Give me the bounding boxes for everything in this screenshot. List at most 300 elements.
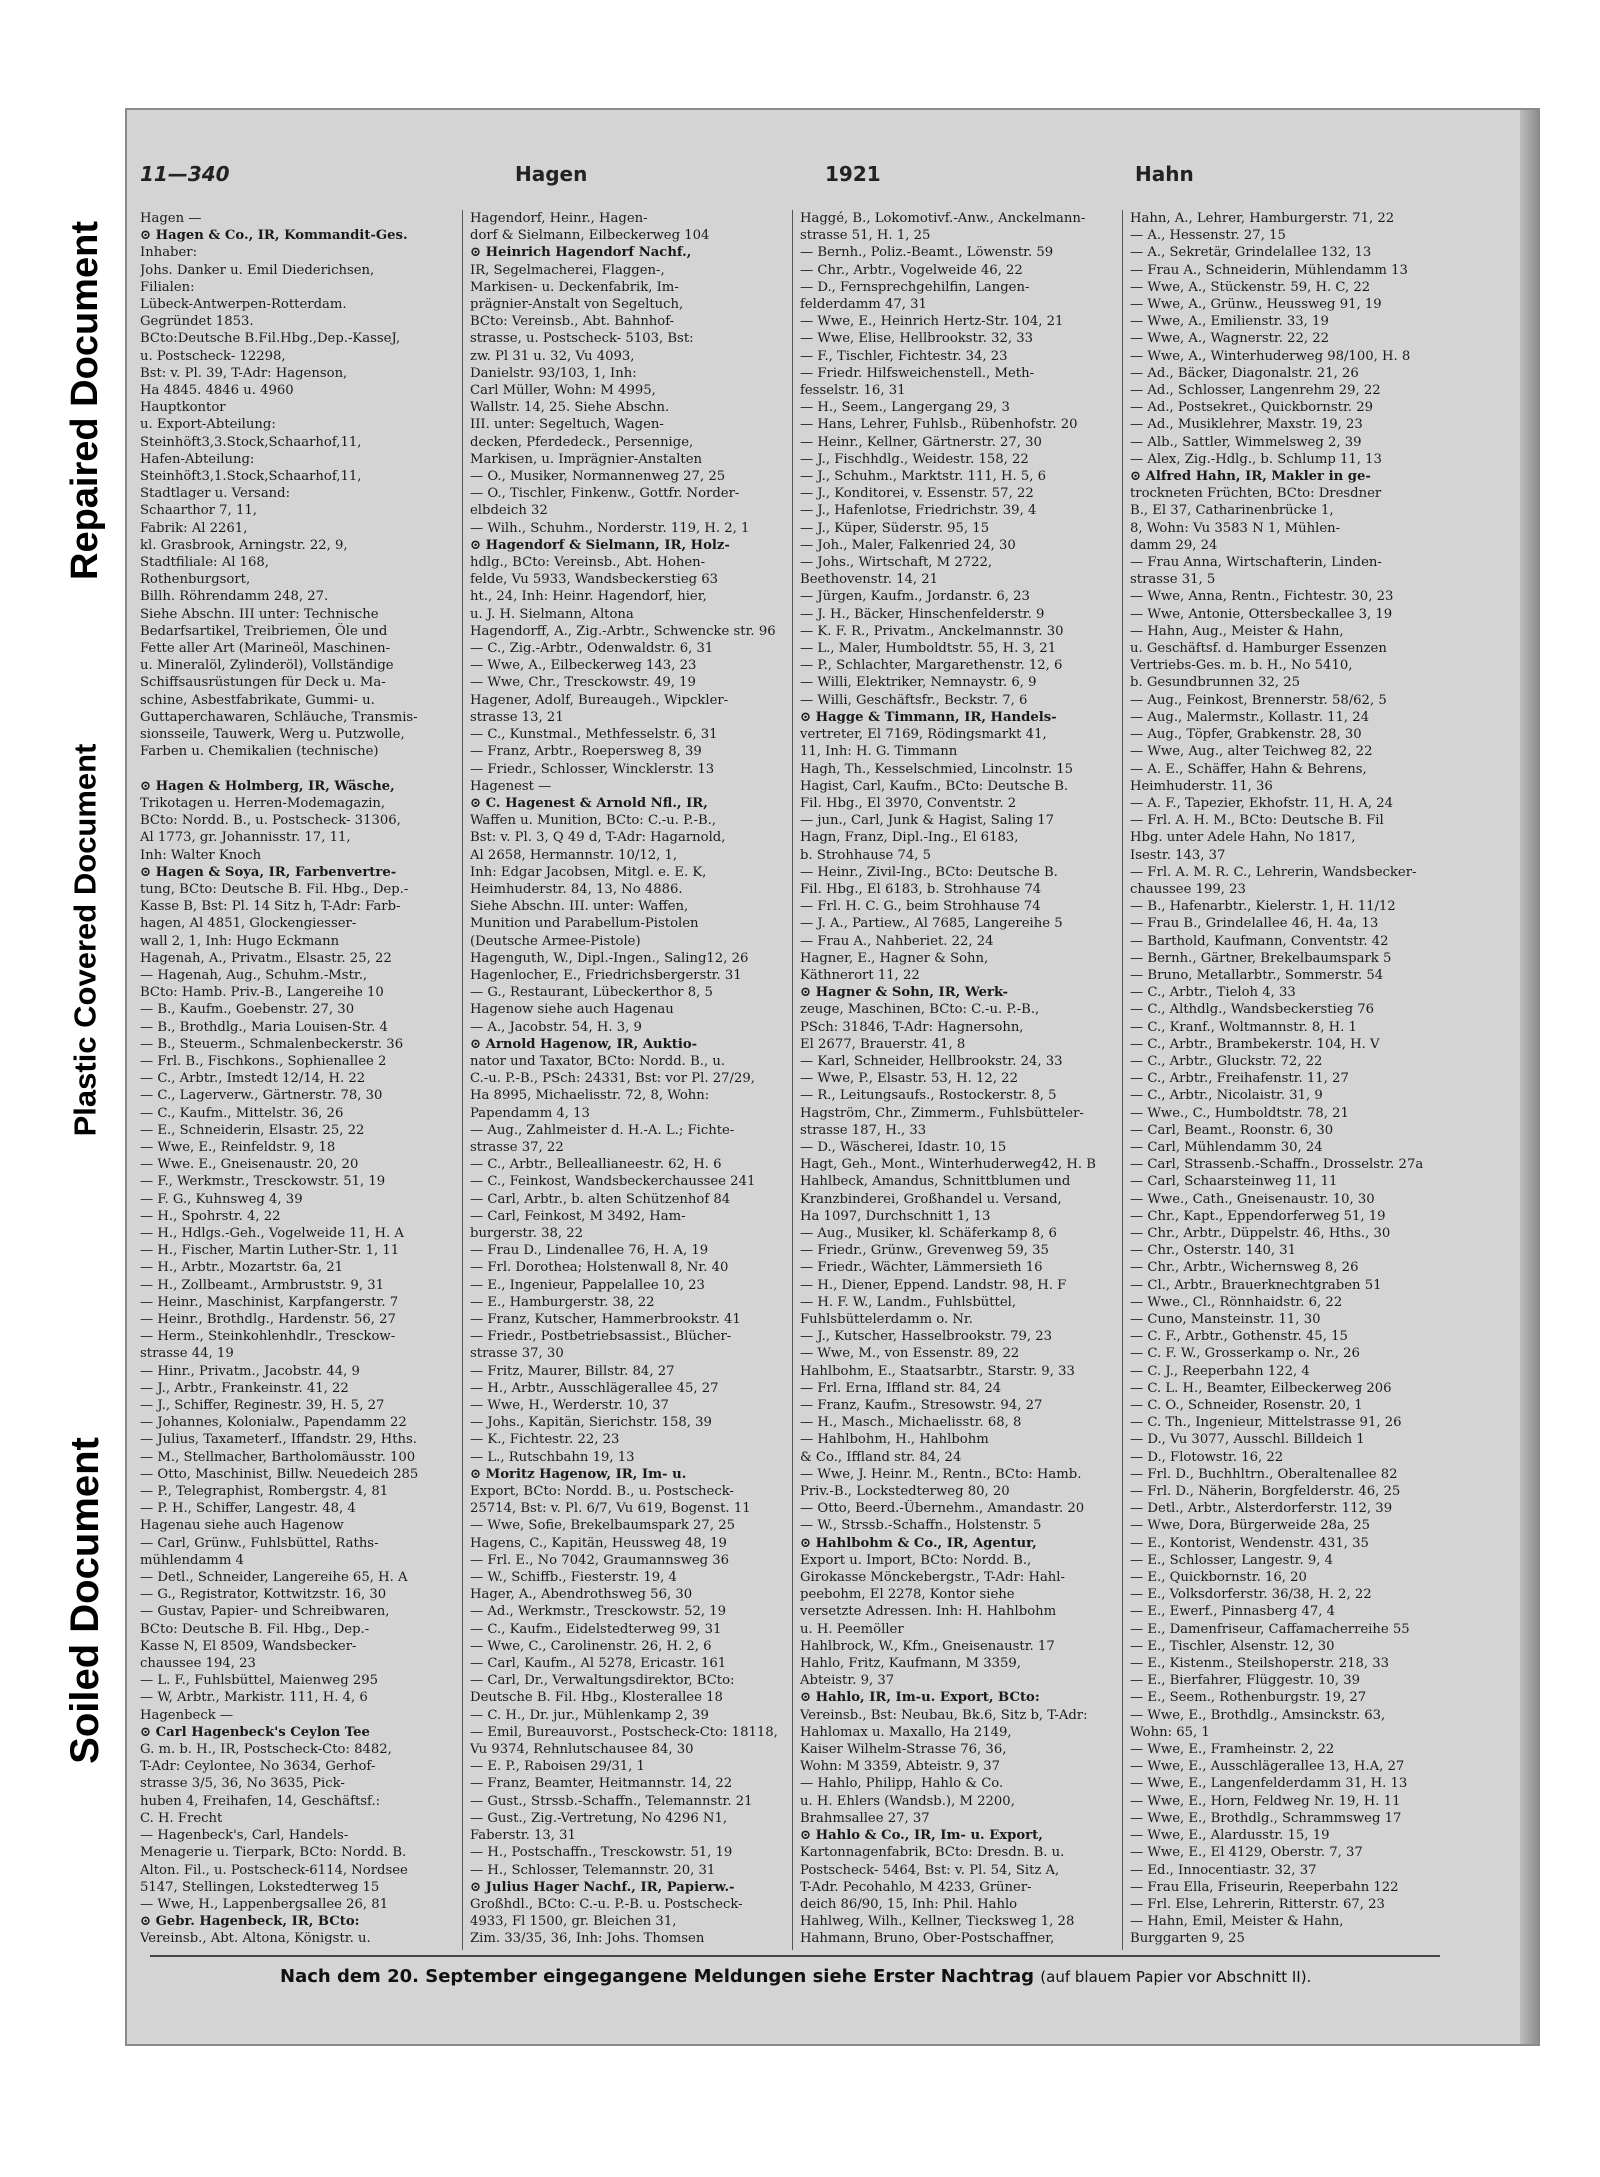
directory-entry: — E., Tischler, Alsenstr. 12, 30: [1130, 1638, 1335, 1654]
directory-entry: — Hahn, Aug., Meister & Hahn,: [1130, 623, 1344, 639]
directory-entry: — L., Rutschbahn 19, 13: [470, 1449, 635, 1465]
directory-entry: — Wwe. E., Gneisenaustr. 20, 20: [140, 1157, 359, 1173]
directory-entry: — C. Th., Ingenieur, Mittelstrasse 91, 26: [1130, 1415, 1402, 1431]
directory-entry: Kaiser Wilhelm-Strasse 76, 36,: [800, 1742, 1007, 1758]
directory-entry: — A., Hessenstr. 27, 15: [1130, 228, 1286, 244]
directory-entry: — Willi, Geschäftsfr., Beckstr. 7, 6: [800, 692, 1028, 708]
directory-entry: — Jürgen, Kaufm., Jordanstr. 6, 23: [800, 589, 1030, 605]
directory-entry: Billh. Röhrendamm 248, 27.: [140, 589, 329, 605]
directory-entry: ⊙ Gebr. Hagenbeck, IR, BCto:: [140, 1914, 360, 1930]
directory-entry: — Friedr., Wächter, Lämmersieth 16: [800, 1260, 1043, 1276]
directory-entry: Hahlbeck, Amandus, Schnittblumen und: [800, 1174, 1071, 1190]
directory-entry: — M., Stellmacher, Bartholomäusstr. 100: [140, 1449, 416, 1465]
directory-entry: Hahlomax u. Maxallo, Ha 2149,: [800, 1724, 1012, 1740]
directory-entry: Hagens, C., Kapitän, Heussweg 48, 19: [470, 1535, 727, 1551]
directory-entry: Hahlo, Fritz, Kaufmann, M 3359,: [800, 1656, 1021, 1672]
directory-entry: nator und Taxator, BCto: Nordd. B., u.: [470, 1053, 726, 1069]
directory-entry: burgerstr. 38, 22: [470, 1225, 584, 1241]
directory-entry: — Carl, Beamt., Roonstr. 6, 30: [1130, 1122, 1334, 1138]
directory-entry: Vereinsb., Abt. Altona, Königstr. u.: [140, 1931, 371, 1947]
directory-entry: — Frau A., Schneiderin, Mühlendamm 13: [1130, 262, 1408, 278]
directory-entry: — Heinr., Kellner, Gärtnerstr. 27, 30: [800, 434, 1042, 450]
directory-entry: — Wwe, E., Brothdlg., Amsinckstr. 63,: [1130, 1707, 1386, 1723]
directory-entry: Kasse B, Bst: Pl. 14 Sitz h, T-Adr: Farb-: [140, 899, 401, 915]
directory-entry: Isestr. 143, 37: [1130, 847, 1226, 863]
directory-entry: fesselstr. 16, 31: [800, 383, 906, 399]
directory-entry: — J. A., Partiew., Al 7685, Langereihe 5: [800, 916, 1063, 932]
directory-entry: — G., Registrator, Kottwitzstr. 16, 30: [140, 1587, 387, 1603]
directory-entry: — E., Seem., Rothenburgstr. 19, 27: [1130, 1690, 1367, 1706]
directory-entry: — H., Arbtr., Ausschlägerallee 45, 27: [470, 1380, 719, 1396]
directory-entry: BCto: Nordd. B., u. Postscheck- 31306,: [140, 813, 401, 829]
directory-entry: — A., Sekretär, Grindelallee 132, 13: [1130, 245, 1372, 261]
directory-entry: — Julius, Taxameterf., Iffandstr. 29, Hths.: [140, 1432, 417, 1448]
directory-entry: — Bernh., Poliz.-Beamt., Löwenstr. 59: [800, 245, 1054, 261]
directory-entry: C. H. Frecht: [140, 1810, 223, 1826]
directory-entry: — Carl, Schaarsteinweg 11, 11: [1130, 1174, 1338, 1190]
directory-entry: Lübeck-Antwerpen-Rotterdam.: [140, 297, 347, 313]
directory-entry: Stadtlager u. Versand:: [140, 486, 291, 502]
directory-entry: ⊙ Hagner & Sohn, IR, Werk-: [800, 985, 1009, 1001]
directory-entry: Zim. 33/35, 36, Inh: Johs. Thomsen: [470, 1931, 705, 1947]
directory-entry: strasse 44, 19: [140, 1346, 234, 1362]
directory-entry: — C., Zig.-Arbtr., Odenwaldstr. 6, 31: [470, 641, 714, 657]
column-3: [800, 210, 1115, 1950]
directory-entry: — Frl. D., Näherin, Borgfelderstr. 46, 25: [1130, 1484, 1401, 1500]
column-divider: [1122, 210, 1123, 1950]
directory-entry: — H. F. W., Landm., Fuhlsbüttel,: [800, 1294, 1017, 1310]
directory-entry: ⊙ Hagge & Timmann, IR, Handels-: [800, 709, 1057, 725]
footer-rule: [150, 1955, 1440, 1957]
directory-entry: — J., Küper, Süderstr. 95, 15: [800, 520, 990, 536]
directory-entry: Bst: v. Pl. 3, Q 49 d, T-Adr: Hagarnold,: [470, 830, 726, 846]
directory-entry: peebohm, El 2278, Kontor siehe: [800, 1587, 1015, 1603]
directory-entry: — Wwe, Aug., alter Teichweg 82, 22: [1130, 744, 1373, 760]
directory-entry: — C., Arbtr., Belleallianeestr. 62, H. 6: [470, 1157, 722, 1173]
directory-entry: — Detl., Arbtr., Alsterdorferstr. 112, 39: [1130, 1501, 1393, 1517]
directory-entry: Hagenguth, W., Dipl.-Ingen., Saling12, 26: [470, 950, 749, 966]
directory-entry: Steinhöft3,3.Stock,Schaarhof,11,: [140, 434, 362, 450]
directory-entry: — Wwe, Sofie, Brekelbaumspark 27, 25: [470, 1518, 735, 1534]
directory-entry: dorf & Sielmann, Eilbeckerweg 104: [470, 228, 710, 244]
directory-entry: Filialen:: [140, 279, 195, 295]
directory-columns: [140, 210, 1450, 1950]
directory-entry: — Carl, Mühlendamm 30, 24: [1130, 1139, 1323, 1155]
directory-entry: Hagener, Adolf, Bureaugeh., Wipckler-: [470, 692, 729, 708]
directory-entry: — G., Restaurant, Lübeckerthor 8, 5: [470, 985, 713, 1001]
directory-entry: — P. H., Schiffer, Langestr. 48, 4: [140, 1501, 356, 1517]
directory-entry: — Wwe, Elise, Hellbrookstr. 32, 33: [800, 331, 1034, 347]
directory-entry: (Deutsche Armee-Pistole): [470, 933, 641, 949]
directory-entry: IR, Segelmacherei, Flaggen-,: [470, 262, 665, 278]
directory-entry: Burggarten 9, 25: [1130, 1931, 1245, 1947]
footer-note-normal: (auf blauem Papier vor Abschnitt II).: [1040, 1968, 1312, 1986]
directory-entry: — C., Arbtr., Brambekerstr. 104, H. V: [1130, 1036, 1380, 1052]
directory-entry: [1130, 1948, 1445, 1950]
directory-entry: — Frau D., Lindenallee 76, H. A, 19: [470, 1243, 709, 1259]
directory-entry: — Frl. A. H. M., BCto: Deutsche B. Fil: [1130, 813, 1384, 829]
directory-entry: — Franz, Kaufm., Stresowstr. 94, 27: [800, 1398, 1043, 1414]
directory-entry: tung, BCto: Deutsche B. Fil. Hbg., Dep.-: [140, 881, 409, 897]
page-number: 11—340: [140, 162, 230, 186]
column-divider: [792, 210, 793, 1950]
directory-entry: — Wwe, E., Horn, Feldweg Nr. 19, H. 11: [1130, 1793, 1401, 1809]
directory-entry: strasse 31, 5: [1130, 572, 1216, 588]
directory-entry: — Franz, Arbtr., Roepersweg 8, 39: [470, 744, 702, 760]
directory-entry: Munition und Parabellum-Pistolen: [470, 916, 699, 932]
directory-entry: — Wwe, A., Emilienstr. 33, 19: [1130, 314, 1329, 330]
directory-entry: — C. F., Arbtr., Gothenstr. 45, 15: [1130, 1329, 1348, 1345]
directory-entry: — E., Schlosser, Langestr. 9, 4: [1130, 1552, 1334, 1568]
directory-entry: vertreter, El 7169, Rödingsmarkt 41,: [800, 727, 1047, 743]
page-header: [140, 158, 1450, 194]
directory-entry: ⊙ Julius Hager Nachf., IR, Papierw.-: [470, 1879, 735, 1895]
directory-entry: — Frl. Else, Lehrerin, Ritterstr. 67, 23: [1130, 1896, 1385, 1912]
directory-entry: — B., Hafenarbtr., Kielerstr. 1, H. 11/12: [1130, 899, 1396, 915]
directory-entry: — H., Arbtr., Mozartstr. 6a, 21: [140, 1260, 344, 1276]
directory-entry: — Franz, Kutscher, Hammerbrookstr. 41: [470, 1312, 741, 1327]
directory-entry: huben 4, Freihafen, 14, Geschäftsf.:: [140, 1793, 381, 1809]
directory-entry: Papendamm 4, 13: [470, 1105, 590, 1121]
directory-entry: Wallstr. 14, 25. Siehe Abschn.: [470, 400, 670, 416]
directory-entry: — C., Kaufm., Mittelstr. 36, 26: [140, 1105, 344, 1121]
directory-entry: Markisen, u. Imprägnier-Anstalten: [470, 451, 703, 467]
directory-entry: Fuhlsbüttelerdamm o. Nr.: [800, 1312, 973, 1327]
directory-entry: — Joh., Maler, Falkenried 24, 30: [800, 537, 1016, 553]
directory-entry: u. J. H. Sielmann, Altona: [470, 606, 634, 622]
directory-entry: El 2677, Brauerstr. 41, 8: [800, 1036, 966, 1052]
directory-entry: ⊙ Hahlo & Co., IR, Im- u. Export,: [800, 1828, 1043, 1844]
directory-entry: 25714, Bst: v. Pl. 6/7, Vu 619, Bogenst. 11: [470, 1501, 751, 1517]
directory-entry: — Aug., Töpfer, Grabkenstr. 28, 30: [1130, 727, 1362, 743]
directory-entry: b. Gesundbrunnen 32, 25: [1130, 675, 1301, 691]
directory-entry: — Emil, Bureauvorst., Postscheck-Cto: 18118,: [470, 1724, 778, 1740]
directory-entry: Hagenbeck —: [140, 1707, 234, 1723]
directory-entry: Schiffsausrüstungen für Deck u. Ma-: [140, 675, 386, 691]
directory-entry: trockneten Früchten, BCto: Dresdner: [1130, 486, 1382, 502]
directory-entry: — R., Leitungsaufs., Rostockerstr. 8, 5: [800, 1088, 1057, 1104]
directory-entry: Hagendorff, A., Zig.-Arbtr., Schwencke str. 96: [470, 623, 776, 639]
directory-entry: — Ad., Bäcker, Diagonalstr. 21, 26: [1130, 365, 1359, 381]
directory-entry: Siehe Abschn. III. unter: Waffen,: [470, 899, 689, 915]
directory-entry: Hager, A., Abendrothsweg 56, 30: [470, 1587, 693, 1603]
directory-entry: ⊙ Arnold Hagenow, IR, Auktio-: [470, 1036, 698, 1052]
directory-entry: strasse 37, 22: [470, 1139, 564, 1155]
directory-entry: zeuge, Maschinen, BCto: C.-u. P.-B.,: [800, 1002, 1040, 1018]
directory-entry: u. Geschäftsf. d. Hamburger Essenzen: [1130, 641, 1387, 657]
directory-entry: — C., Feinkost, Wandsbeckerchaussee 241: [470, 1174, 756, 1190]
side-label-soiled: Soiled Document: [55, 1210, 115, 1990]
directory-entry: T-Adr. Pecohahlo, M 4233, Grüner-: [800, 1879, 1032, 1895]
directory-entry: kl. Grasbrook, Arningstr. 22, 9,: [140, 537, 348, 553]
directory-entry: Hahn, A., Lehrer, Hamburgerstr. 71, 22: [1130, 211, 1395, 226]
directory-entry: — Ad., Postsekret., Quickbornstr. 29: [1130, 400, 1373, 416]
directory-entry: — Wwe, E., Alardusstr. 15, 19: [1130, 1828, 1330, 1844]
side-label-strip: [0, 0, 120, 2177]
directory-entry: ⊙ Hahlo, IR, Im-u. Export, BCto:: [800, 1690, 1040, 1706]
directory-entry: decken, Pferdedeck., Persennige,: [470, 434, 694, 450]
directory-entry: — Alex, Zig.-Hdlg., b. Schlump 11, 13: [1130, 451, 1382, 467]
directory-entry: strasse, u. Postscheck- 5103, Bst:: [470, 331, 694, 347]
directory-entry: u. Export-Abteilung:: [140, 417, 276, 433]
directory-entry: sionsseile, Tauwerk, Werg u. Putzwolle,: [140, 727, 405, 743]
directory-entry: — Hinr., Privatm., Jacobstr. 44, 9: [140, 1363, 360, 1379]
directory-entry: — J., Hafenlotse, Friedrichstr. 39, 4: [800, 503, 1037, 519]
directory-entry: — C., Arbtr., Imstedt 12/14, H. 22: [140, 1071, 366, 1087]
directory-entry: u. H. Peemöller: [800, 1621, 904, 1637]
directory-entry: — C., Kranf., Woltmannstr. 8, H. 1: [1130, 1019, 1357, 1035]
directory-entry: Abteistr. 9, 37: [800, 1673, 895, 1689]
directory-entry: Brahmsallee 27, 37: [800, 1810, 930, 1826]
directory-entry: — C., Kaufm., Eidelstedterweg 99, 31: [470, 1621, 722, 1637]
directory-entry: Hagendorf, Heinr., Hagen-: [470, 211, 648, 226]
directory-entry: hdlg., BCto: Vereinsb., Abt. Hohen-: [470, 555, 706, 571]
directory-entry: Gegründet 1853.: [140, 314, 254, 330]
directory-entry: zw. Pl 31 u. 32, Vu 4093,: [470, 348, 635, 364]
directory-entry: Käthnerort 11, 22: [800, 967, 920, 983]
directory-entry: — W., Schiffb., Fiesterstr. 19, 4: [470, 1570, 677, 1586]
directory-entry: b. Strohhause 74, 5: [800, 847, 932, 863]
directory-entry: — C. L. H., Beamter, Eilbeckerweg 206: [1130, 1380, 1392, 1396]
directory-entry: Postscheck- 5464, Bst: v. Pl. 54, Sitz A,: [800, 1862, 1060, 1878]
directory-entry: — E., Ewerf., Pinnasberg 47, 4: [1130, 1604, 1336, 1620]
directory-entry: G. m. b. H., IR, Postscheck-Cto: 8482,: [140, 1742, 392, 1758]
directory-entry: — E. P., Raboisen 29/31, 1: [470, 1759, 645, 1775]
directory-entry: Inh: Edgar Jacobsen, Mitgl. e. E. K,: [470, 864, 707, 880]
directory-entry: — E., Volksdorferstr. 36/38, H. 2, 22: [1130, 1587, 1372, 1603]
directory-entry: Hagenow siehe auch Hagenau: [470, 1002, 674, 1018]
directory-entry: — J., Arbtr., Frankeinstr. 41, 22: [140, 1380, 349, 1396]
directory-entry: Ha 4845. 4846 u. 4960: [140, 383, 294, 399]
directory-entry: — Chr., Arbtr., Vogelweide 46, 22: [800, 262, 1023, 278]
directory-entry: — Frl. D., Buchhltrn., Oberaltenallee 82: [1130, 1466, 1398, 1482]
directory-entry: — C., Lagerverw., Gärtnerstr. 78, 30: [140, 1088, 383, 1104]
directory-entry: Heimhuderstr. 84, 13, No 4886.: [470, 881, 683, 897]
directory-entry: — E., Quickbornstr. 16, 20: [1130, 1570, 1307, 1586]
directory-entry: ⊙ Heinrich Hagendorf Nachf.,: [470, 245, 692, 261]
directory-entry: 8, Wohn: Vu 3583 N 1, Mühlen-: [1130, 520, 1341, 536]
footer-note: [280, 1966, 1480, 1987]
directory-entry: — F., Werkmstr., Tresckowstr. 51, 19: [140, 1174, 386, 1190]
directory-entry: hagen, Al 4851, Glockengiesser-: [140, 916, 357, 932]
column-1: [140, 210, 455, 1950]
directory-entry: ⊙ Moritz Hagenow, IR, Im- u.: [470, 1466, 687, 1482]
directory-entry: strasse 51, H. 1, 25: [800, 228, 931, 244]
directory-entry: Kartonnagenfabrik, BCto: Dresdn. B. u.: [800, 1845, 1065, 1861]
directory-entry: — Hagenbeck's, Carl, Handels-: [140, 1828, 349, 1844]
directory-entry: Faberstr. 13, 31: [470, 1828, 576, 1844]
directory-entry: elbdeich 32: [470, 503, 548, 519]
directory-entry: Menagerie u. Tierpark, BCto: Nordd. B.: [140, 1845, 407, 1861]
directory-entry: — Heinr., Maschinist, Karpfangerstr. 7: [140, 1294, 399, 1310]
directory-entry: — L. F., Fuhlsbüttel, Maienweg 295: [140, 1673, 379, 1689]
directory-entry: Hagh, Th., Kesselschmied, Lincolnstr. 15: [800, 761, 1073, 777]
directory-entry: — Carl, Dr., Verwaltungsdirektor, BCto:: [470, 1673, 735, 1689]
directory-entry: — Wwe, E., El 4129, Oberstr. 7, 37: [1130, 1845, 1363, 1861]
directory-entry: Ha 1097, Durchschnitt 1, 13: [800, 1208, 991, 1224]
directory-entry: 4933, Fl 1500, gr. Bleichen 31,: [470, 1914, 677, 1930]
directory-entry: Kranzbinderei, Großhandel u. Versand,: [800, 1191, 1062, 1207]
directory-entry: — H., Spohrstr. 4, 22: [140, 1208, 281, 1224]
column-4: [1130, 210, 1445, 1950]
directory-entry: — Friedr., Postbetriebsassist., Blücher-: [470, 1329, 732, 1345]
directory-entry: — Franz, Beamter, Heitmannstr. 14, 22: [470, 1776, 733, 1792]
directory-entry: — Wwe, E., Ausschlägerallee 13, H.A, 27: [1130, 1759, 1405, 1775]
directory-entry: — Frl. Dorothea; Holstenwall 8, Nr. 40: [470, 1260, 729, 1276]
directory-entry: Hahlbrock, W., Kfm., Gneisenaustr. 17: [800, 1638, 1055, 1654]
directory-entry: — Wwe, A., Grünw., Heussweg 91, 19: [1130, 297, 1382, 313]
directory-entry: mühlendamm 4: [140, 1552, 244, 1568]
directory-entry: — Johs., Wirtschaft, M 2722,: [800, 555, 993, 571]
directory-entry: — H., Hdlgs.-Geh., Vogelweide 11, H. A: [140, 1225, 404, 1241]
directory-entry: — Wwe, J. Heinr. M., Rentn., BCto: Hamb.: [800, 1466, 1082, 1482]
directory-entry: — Frl. B., Fischkons., Sophienallee 2: [140, 1053, 387, 1069]
directory-entry: Beethovenstr. 14, 21: [800, 572, 939, 588]
directory-entry: strasse 3/5, 36, No 3635, Pick-: [140, 1776, 345, 1792]
directory-entry: — Frl. A. M. R. C., Lehrerin, Wandsbecker-: [1130, 864, 1417, 880]
directory-entry: — Ad., Schlosser, Langenrehm 29, 22: [1130, 383, 1381, 399]
directory-entry: Hauptkontor: [140, 400, 226, 416]
directory-entry: — J. H., Bäcker, Hinschenfelderstr. 9: [800, 606, 1045, 622]
directory-entry: ⊙ Hahlbohm & Co., IR, Agentur,: [800, 1535, 1037, 1551]
directory-entry: — H., Fischer, Martin Luther-Str. 1, 11: [140, 1243, 400, 1259]
directory-entry: — C., Althdlg., Wandsbeckerstieg 76: [1130, 1002, 1374, 1018]
directory-entry: Großhdl., BCto: C.-u. P.-B. u. Postscheck-: [470, 1896, 743, 1912]
directory-entry: — Johs., Kapitän, Sierichstr. 158, 39: [470, 1415, 712, 1431]
directory-entry: felderdamm 47, 31: [800, 297, 927, 313]
directory-entry: Bedarfsartikel, Treibriemen, Öle und: [140, 623, 388, 639]
directory-entry: 11, Inh: H. G. Timmann: [800, 744, 958, 760]
directory-entry: — H., Diener, Eppend. Landstr. 98, H. F: [800, 1277, 1067, 1293]
directory-entry: — Wwe, H., Lappenbergsallee 26, 81: [140, 1896, 389, 1912]
directory-entry: — Wwe, A., Eilbeckerweg 143, 23: [470, 658, 697, 674]
directory-entry: — Bruno, Metallarbtr., Sommerstr. 54: [1130, 967, 1384, 983]
directory-entry: Bst: v. Pl. 39, T-Adr: Hagenson,: [140, 365, 348, 381]
directory-entry: — C. F. W., Grosserkamp o. Nr., 26: [1130, 1346, 1360, 1362]
column-2: [470, 210, 785, 1950]
directory-entry: III. unter: Segeltuch, Wagen-: [470, 417, 664, 433]
directory-entry: — A., Jacobstr. 54, H. 3, 9: [470, 1019, 642, 1035]
directory-entry: — Carl, Strassenb.-Schaffn., Drosselstr. 27a: [1130, 1157, 1424, 1173]
directory-entry: — Wwe, E., Framheinstr. 2, 22: [1130, 1742, 1335, 1758]
directory-entry: Hagn, Franz, Dipl.-Ing., El 6183,: [800, 830, 1019, 846]
directory-entry: — Ad., Werkmstr., Tresckowstr. 52, 19: [470, 1604, 727, 1620]
directory-entry: Markisen- u. Deckenfabrik, Im-: [470, 279, 679, 295]
directory-entry: — Frl. H. C. G., beim Strohhause 74: [800, 899, 1041, 915]
directory-entry: wall 2, 1, Inh: Hugo Eckmann: [140, 933, 340, 949]
directory-entry: — E., Damenfriseur, Caffamacherreihe 55: [1130, 1621, 1410, 1637]
directory-entry: — Hagenah, Aug., Schuhm.-Mstr.,: [140, 967, 368, 983]
directory-entry: ⊙ Carl Hagenbeck's Ceylon Tee: [140, 1724, 370, 1740]
directory-entry: — A. E., Schäffer, Hahn & Behrens,: [1130, 761, 1367, 777]
directory-entry: — Hans, Lehrer, Fuhlsb., Rübenhofstr. 20: [800, 417, 1078, 433]
directory-entry: — C. H., Dr. jur., Mühlenkamp 2, 39: [470, 1707, 709, 1723]
directory-entry: — C., Arbtr., Gluckstr. 72, 22: [1130, 1053, 1323, 1069]
directory-entry: — P., Telegraphist, Rombergstr. 4, 81: [140, 1484, 389, 1500]
directory-entry: ht., 24, Inh: Heinr. Hagendorf, hier,: [470, 589, 707, 605]
directory-entry: — B., Kaufm., Goebenstr. 27, 30: [140, 1002, 355, 1018]
directory-entry: — Wwe, H., Werderstr. 10, 37: [470, 1398, 669, 1414]
directory-entry: damm 29, 24: [1130, 537, 1218, 553]
directory-entry: — Frau B., Grindelallee 46, H. 4a, 13: [1130, 916, 1379, 932]
directory-entry: — Chr., Arbtr., Düppelstr. 46, Hths., 30: [1130, 1225, 1391, 1241]
directory-entry: — B., Steuerm., Schmalenbeckerstr. 36: [140, 1036, 404, 1052]
directory-entry: Fil. Hbg., El 6183, b. Strohhause 74: [800, 881, 1042, 897]
directory-entry: — Carl, Feinkost, M 3492, Ham-: [470, 1208, 686, 1224]
directory-entry: — D., Flotowstr. 16, 22: [1130, 1449, 1284, 1465]
directory-entry: Inh: Walter Knoch: [140, 847, 262, 863]
directory-entry: Guttaperchawaren, Schläuche, Transmis-: [140, 709, 418, 725]
directory-entry: — Willi, Elektriker, Nemnaystr. 6, 9: [800, 675, 1037, 691]
directory-entry: — Wwe, C., Carolinenstr. 26, H. 2, 6: [470, 1638, 712, 1654]
directory-entry: ⊙ Hagen & Co., IR, Kommandit-Ges.: [140, 228, 408, 244]
directory-entry: — Hahlbohm, H., Hahlbohm: [800, 1432, 989, 1448]
directory-entry: Waffen u. Munition, BCto: C.-u. P.-B.,: [470, 813, 717, 829]
directory-entry: — C., Arbtr., Tieloh 4, 33: [1130, 985, 1296, 1001]
directory-entry: — Karl, Schneider, Hellbrookstr. 24, 33: [800, 1053, 1063, 1069]
directory-entry: Hafen-Abteilung:: [140, 451, 255, 467]
directory-entry: — C., Arbtr., Nicolaistr. 31, 9: [1130, 1088, 1323, 1104]
directory-entry: Schaarthor 7, 11,: [140, 503, 257, 519]
directory-entry: Johs. Danker u. Emil Diederichsen,: [140, 262, 375, 278]
directory-entry: — H., Seem., Langergang 29, 3: [800, 400, 1010, 416]
header-year: 1921: [825, 162, 881, 186]
directory-entry: — Wilh., Schuhm., Norderstr. 119, H. 2, 1: [470, 520, 750, 536]
directory-entry: — Aug., Musiker, kl. Schäferkamp 8, 6: [800, 1225, 1057, 1241]
directory-entry: — Friedr., Grünw., Grevenweg 59, 35: [800, 1243, 1049, 1259]
header-last-word: Hahn: [1135, 162, 1194, 186]
directory-entry: Inhaber:: [140, 245, 198, 261]
directory-entry: BCto: Vereinsb., Abt. Bahnhof-: [470, 314, 675, 330]
directory-entry: u. Postscheck- 12298,: [140, 348, 286, 364]
directory-entry: — Friedr., Schlosser, Wincklerstr. 13: [470, 761, 715, 777]
directory-entry: Vu 9374, Rehnlutschausee 84, 30: [470, 1742, 694, 1758]
directory-entry: — Hahlo, Philipp, Hahlo & Co.: [800, 1776, 1004, 1792]
directory-entry: Al 1773, gr. Johannisstr. 17, 11,: [140, 830, 351, 846]
directory-entry: — A. F., Tapezier, Ekhofstr. 11, H. A, 24: [1130, 795, 1394, 811]
directory-entry: Al 2658, Hermannstr. 10/12, 1,: [470, 847, 678, 863]
directory-entry: — P., Schlachter, Margarethenstr. 12, 6: [800, 658, 1063, 674]
directory-entry: — E., Schneiderin, Elsastr. 25, 22: [140, 1122, 365, 1138]
directory-entry: — Wwe, A., Stückenstr. 59, H. C, 22: [1130, 279, 1371, 295]
directory-entry: Export u. Import, BCto: Nordd. B.,: [800, 1552, 1032, 1568]
directory-entry: Wohn: 65, 1: [1130, 1724, 1210, 1740]
directory-entry: Steinhöft3,1.Stock,Schaarhof,11,: [140, 469, 362, 485]
directory-entry: Fabrik: Al 2261,: [140, 520, 248, 536]
directory-entry: BCto: Deutsche B. Fil. Hbg., Dep.-: [140, 1621, 370, 1637]
directory-entry: — W., Strssb.-Schaffn., Holstenstr. 5: [800, 1518, 1042, 1534]
directory-entry: PSch: 31846, T-Adr: Hagnersohn,: [800, 1019, 1024, 1035]
directory-entry: — Gust., Zig.-Vertretung, No 4296 N1,: [470, 1810, 728, 1826]
directory-entry: — Alb., Sattler, Wimmelsweg 2, 39: [1130, 434, 1362, 450]
directory-entry: — jun., Carl, Junk & Hagist, Saling 17: [800, 813, 1054, 829]
directory-entry: ⊙ Hagen & Holmberg, IR, Wäsche,: [140, 778, 395, 794]
directory-entry: — Detl., Schneider, Langereihe 65, H. A: [140, 1570, 408, 1586]
directory-entry: — D., Vu 3077, Ausschl. Billdeich 1: [1130, 1432, 1365, 1448]
directory-entry: Hahmann, Bruno, Ober-Postschaffner,: [800, 1931, 1055, 1947]
directory-entry: Trikotagen u. Herren-Modemagazin,: [140, 795, 386, 811]
directory-entry: Alton. Fil., u. Postscheck-6114, Nordsee: [140, 1862, 408, 1878]
directory-entry: — Aug., Malermstr., Kollastr. 11, 24: [1130, 709, 1370, 725]
directory-entry: — Frl. Erna, Iffland str. 84, 24: [800, 1380, 1002, 1396]
directory-entry: — Wwe., Cl., Rönnhaidstr. 6, 22: [1130, 1294, 1343, 1310]
directory-entry: — J., Schuhm., Marktstr. 111, H. 5, 6: [800, 469, 1047, 485]
directory-entry: Vertriebs-Ges. m. b. H., No 5410,: [1130, 658, 1353, 674]
directory-entry: B., El 37, Catharinenbrücke 1,: [1130, 503, 1334, 519]
directory-entry: ⊙ Hagendorf & Sielmann, IR, Holz-: [470, 537, 730, 553]
directory-entry: Ha 8995, Michaelisstr. 72, 8, Wohn:: [470, 1088, 710, 1104]
directory-entry: Hagenest —: [470, 778, 552, 794]
